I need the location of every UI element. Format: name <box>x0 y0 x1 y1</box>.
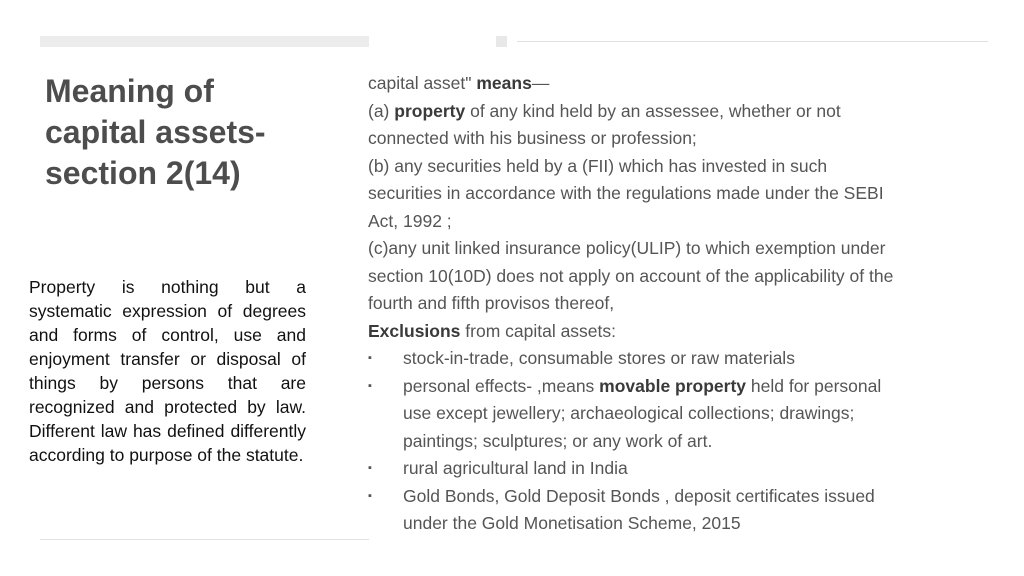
slide-title <box>45 71 345 194</box>
decorative-top-left-bar <box>40 36 369 47</box>
clause-a-line-1: (a) property of any kind held by an assessee, whether or not <box>368 100 841 121</box>
clause-b-line-2: securities in accordance with the regulations made under the SEBI <box>368 183 884 203</box>
clause-b-line-1: (b) any securities held by a (FII) which has invested in such <box>368 155 828 176</box>
clause-b-line-3: Act, 1992 ; <box>368 210 452 231</box>
exclusions-list <box>368 345 988 538</box>
title-line-1: Meaning of <box>45 73 214 109</box>
list-item: ▪ stock-in-trade, consumable stores or raw materials <box>368 345 988 373</box>
title-line-2: capital assets- <box>45 114 266 150</box>
bullet-icon: ▪ <box>368 462 372 474</box>
bullet-icon: ▪ <box>368 352 372 364</box>
clause-c-line-3: fourth and fifth provisos thereof, <box>368 293 615 313</box>
clause-a-line-2: connected with his business or profession; <box>368 128 697 148</box>
clause-c-line-2: section 10(10D) does not apply on account of the applicability of the <box>368 265 894 286</box>
property-definition-paragraph: Property is nothing but a systematic expression of degrees and forms of control, use and enjoyment transfer or disposal of things by persons that are recognized and protected by law. Different law has defined differently according to purpose of the statute. <box>29 277 306 465</box>
bullet-icon: ▪ <box>368 379 372 392</box>
list-item: ▪ personal effects- ,means movable property held for personal use except jewellery; archaeological collections; drawings; paintings; sculptures; or any work of art. <box>368 373 988 456</box>
decorative-bottom-left-rule <box>40 539 369 540</box>
decorative-top-right-rule <box>517 41 988 42</box>
list-item: ▪ Gold Bonds, Gold Deposit Bonds , deposit certificates issued under the Gold Monetisation Scheme, 2015 <box>368 483 988 538</box>
clause-c-line-1: (c)any unit linked insurance policy(ULIP) to which exemption under <box>368 238 886 258</box>
capital-asset-definition <box>368 70 988 538</box>
decorative-square <box>496 36 507 47</box>
list-item: ▪ rural agricultural land in India <box>368 455 988 483</box>
exclusions-heading: Exclusions from capital assets: <box>368 320 617 341</box>
definition-intro: capital asset" means— <box>368 73 550 93</box>
bullet-icon: ▪ <box>368 489 372 502</box>
title-line-3: section 2(14) <box>45 155 241 191</box>
